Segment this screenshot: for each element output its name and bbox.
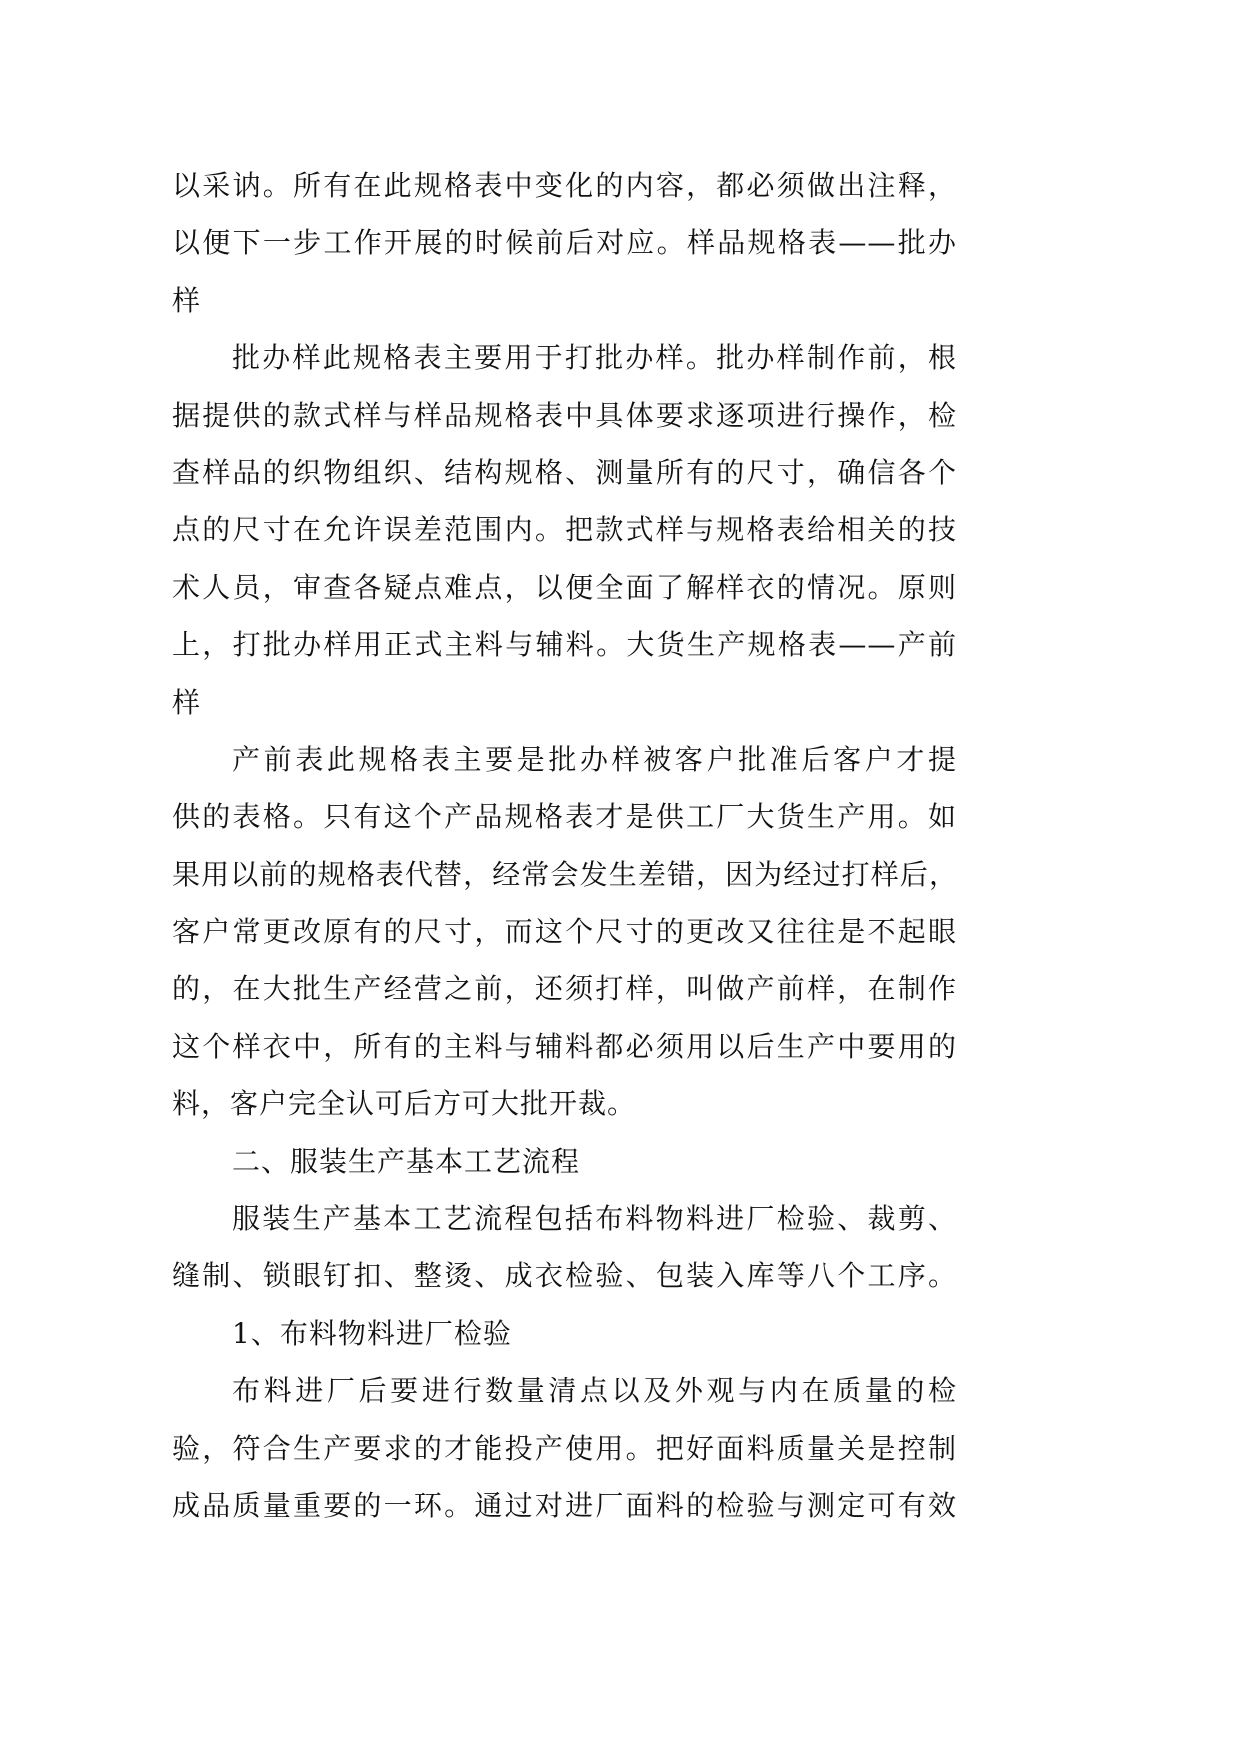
- text-line: 查样品的织物组织、结构规格、测量所有的尺寸，确信各个: [172, 455, 957, 489]
- text-line: 果用以前的规格表代替，经常会发生差错，因为经过打样后，: [172, 857, 957, 891]
- text-line: 的，在大批生产经营之前，还须打样，叫做产前样，在制作: [172, 972, 957, 1006]
- paragraph: [172, 157, 957, 329]
- paragraph: [172, 731, 957, 1133]
- text-line: 以便下一步工作开展的时候前后对应。样品规格表——批办: [172, 226, 957, 260]
- paragraph: [172, 1362, 957, 1534]
- text-line: 验，符合生产要求的才能投产使用。把好面料质量关是控制: [172, 1431, 957, 1465]
- text-line: 客户常更改原有的尺寸，而这个尺寸的更改又往往是不起眼: [172, 915, 957, 949]
- paragraph: [172, 1190, 957, 1305]
- text-line: 上，打批办样用正式主料与辅料。大货生产规格表——产前: [172, 628, 957, 662]
- text-line: 二、服装生产基本工艺流程: [232, 1144, 581, 1178]
- section-heading: [172, 1133, 957, 1190]
- text-line: 供的表格。只有这个产品规格表才是供工厂大货生产用。如: [172, 800, 957, 834]
- text-line: 服装生产基本工艺流程包括布料物料进厂检验、裁剪、: [232, 1202, 957, 1236]
- text-line: 产前表此规格表主要是批办样被客户批准后客户才提: [232, 742, 957, 776]
- text-line: 缝制、锁眼钉扣、整烫、成衣检验、包装入库等八个工序。: [172, 1259, 957, 1293]
- text-line: 术人员，审查各疑点难点，以便全面了解样衣的情况。原则: [172, 570, 957, 604]
- text-line: 成品质量重要的一环。通过对进厂面料的检验与测定可有效: [172, 1488, 957, 1522]
- text-line: 点的尺寸在允许误差范围内。把款式样与规格表给相关的技: [172, 513, 957, 547]
- text-line: 样: [172, 283, 202, 317]
- text-line: 据提供的款式样与样品规格表中具体要求逐项进行操作，检: [172, 398, 957, 432]
- text-line: 1、布料物料进厂检验: [232, 1316, 512, 1350]
- paragraph: [172, 329, 957, 731]
- text-line: 这个样衣中，所有的主料与辅料都必须用以后生产中要用的: [172, 1029, 957, 1063]
- text-line: 批办样此规格表主要用于打批办样。批办样制作前，根: [232, 341, 957, 375]
- text-line: 料，客户完全认可后方可大批开裁。: [172, 1087, 637, 1121]
- document-body: [172, 157, 957, 1534]
- text-line: 布料进厂后要进行数量清点以及外观与内在质量的检: [232, 1374, 957, 1408]
- subsection-heading: [172, 1305, 957, 1362]
- text-line: 样: [172, 685, 202, 719]
- text-line: 以采讷。所有在此规格表中变化的内容，都必须做出注释，: [172, 169, 957, 202]
